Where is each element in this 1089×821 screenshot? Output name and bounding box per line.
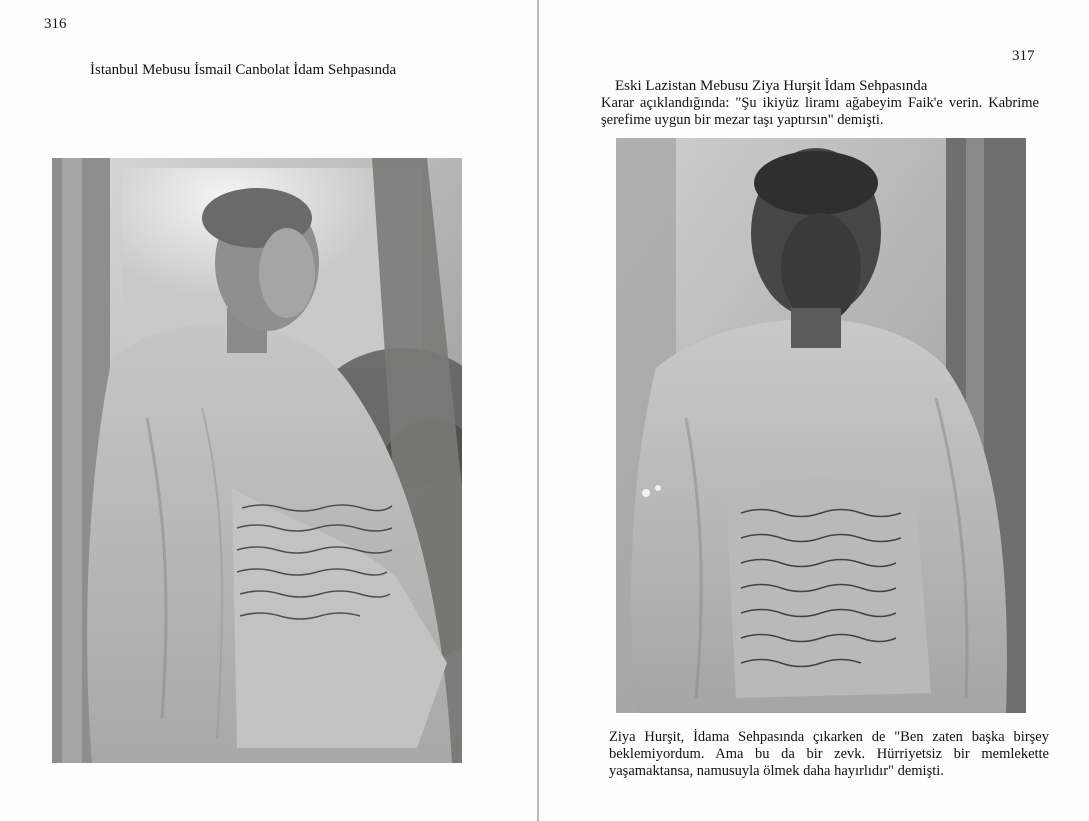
page-number-left: 316 <box>44 16 67 32</box>
photo-image-left <box>52 158 462 763</box>
photo-heading-left: İstanbul Mebusu İsmail Canbolat İdam Sehpasında <box>90 62 397 78</box>
left-page <box>0 0 537 821</box>
photo-heading-right: Eski Lazistan Mebusu Ziya Hurşit İdam Sehpasında <box>615 78 928 94</box>
page-number-right: 317 <box>1012 48 1035 64</box>
intro-quote: Karar açıklandığında: "Şu ikiyüz liramı ağabeyim Faik'e verin. Kabrime şerefime uygun bir mezar taşı yaptırsın" demişti. <box>601 95 1039 128</box>
photo-ismail-canbolat <box>52 158 462 763</box>
photo-image-right <box>616 138 1026 713</box>
photo-ziya-hursit <box>616 138 1026 713</box>
photo-caption: Ziya Hurşit, İdama Sehpasında çıkarken de "Ben zaten başka birşey beklemiyordum. Ama bu da bir zevk. Hürriyetsiz bir memlekette yaşamaktansa, namusuyla ölmek daha hayırlıdır" demişti. <box>609 729 1049 779</box>
right-page <box>539 0 1089 821</box>
